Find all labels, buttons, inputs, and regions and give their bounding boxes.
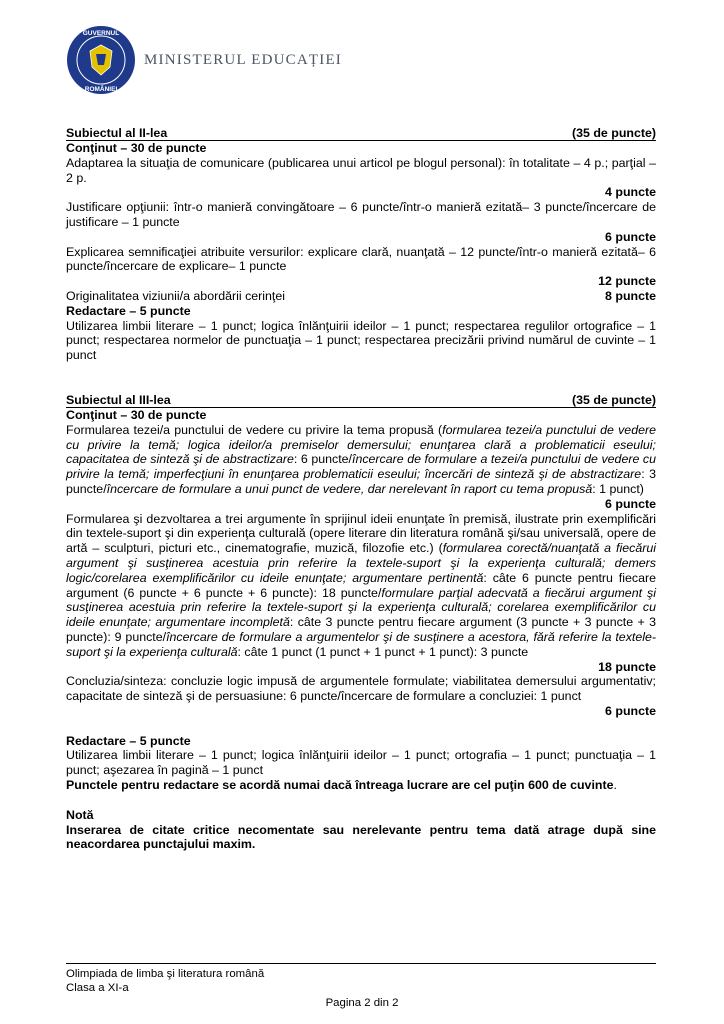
svg-text:GUVERNUL: GUVERNUL bbox=[82, 30, 120, 37]
page-footer bbox=[66, 963, 656, 995]
s3-teza-paragraph: Formularea tezei/a punctului de vedere cu privire la tema propusă (formularea tezei/a punctului de vedere cu privire la temă; logica ideilor/a premiselor demersului; enunţarea clară a problematicii eseului; capacitatea de sinteză şi de abstractizare: 6 puncte/încercare de formulare a tezei/a punctului de vedere cu privire la temă; imperfecţiuni în enunţarea problematicii eseului; încercări de sinteză şi de abstractizare: 3 puncte/încercare de formulare a unui punct de vedere, dar nerelevant în raport cu tema propusă: 1 punct) bbox=[66, 422, 656, 496]
footer-olympiad: Olimpiada de limba şi literatura română bbox=[66, 968, 265, 980]
s2-explicare-text: Explicarea semnificaţiei atribuite versurilor: explicare clară, nuanţată – 12 puncte/într-o manieră ezitată– 6 puncte/încercare de explicare– 1 puncte bbox=[66, 244, 656, 274]
s2-originalitate-text: Originalitatea viziunii/a abordării cerinţei bbox=[66, 288, 286, 303]
s2-redactare-text: Utilizarea limbii literare – 1 punct; logica înlănţuirii ideilor – 1 punct; respectarea regulilor ortografice – 1 punct; respectarea normelor de punctuaţia – 1 punct; respectarea precizării privind numărul de cuvinte – 1 punct bbox=[66, 318, 656, 363]
subject-2-redactare-heading: Redactare – 5 puncte bbox=[66, 303, 191, 318]
s2-originalitate-row bbox=[66, 289, 656, 304]
s3-concluzia-text: Concluzia/sinteza: concluzie logic impusă de argumentele formulate; viabilitatea demersului argumentativ; capacitate de sinteză şi de persuasiune: 6 puncte/încercare de formulare a concluziei: 1 punct bbox=[66, 674, 656, 704]
note-text: Inserarea de citate critice necomentate sau nerelevante pentru tema dată atrage după sine neacordarea punctajului maxim. bbox=[66, 822, 656, 852]
s3-word-count-note: Punctele pentru redactare se acordă numai dacă întreaga lucrare are cel puţin 600 de cuvinte. bbox=[66, 778, 617, 793]
s2-justificare-points: 6 puncte bbox=[605, 229, 656, 244]
subject-3-redactare-heading: Redactare – 5 puncte bbox=[66, 733, 191, 748]
s3-argumente-points: 18 puncte bbox=[598, 659, 656, 674]
subject-2-header bbox=[66, 126, 656, 141]
note-heading: Notă bbox=[66, 807, 94, 822]
ministry-name: MINISTERUL EDUCAȚIEI bbox=[144, 51, 343, 68]
s2-justificare-text: Justificare opţiunii: într-o manieră convingătoare – 6 puncte/într-o manieră ezitată– 3 puncte/încercare de justificare – 1 puncte bbox=[66, 200, 656, 229]
s3-argumente-paragraph: Formularea şi dezvoltarea a trei argumente în sprijinul ideii enunţate în premisă, ilustrate prin exemplificări din textele-suport şi din experienţa culturală (opere literare din literatura română şi/sau universală, opere de artă – sculpturi, picturi etc., cinematografie, muzică, filozofie etc.) (formularea corectă/nuanţată a fiecărui argument şi susţinerea acestuia prin referire la textele-suport şi la experienţa culturală; demers logic/corelarea exemplificărilor cu ideile enunţate; argumentare pertinentă: câte 6 puncte pentru fiecare argument (6 puncte + 6 puncte + 6 puncte): 18 puncte/formulare parţial adecvată a fiecărui argument şi susţinerea acestuia prin referire la textele-suport şi la experienţa culturală; corelarea exemplificărilor cu ideile enunţate; argumentare incompletă: câte 3 puncte pentru fiecare argument (3 puncte + 3 puncte + 3 puncte): 9 puncte/încercare de formulare a argumentelor şi de susţinere a acestora, fără referire la textele-suport şi la experienţa culturală: câte 1 punct (1 punct + 1 punct + 1 punct): 3 puncte bbox=[66, 511, 656, 659]
header bbox=[66, 25, 342, 95]
s2-adaptare-text: Adaptarea la situaţia de comunicare (publicarea unui articol pe blogul personal): în totalitate – 4 p.; parţial – 2 p. bbox=[66, 155, 656, 185]
subject-2-points: (35 de puncte) bbox=[572, 126, 656, 140]
subject-3-title: Subiectul al III-lea bbox=[66, 392, 171, 407]
subject-3-content-heading: Conţinut – 30 de puncte bbox=[66, 407, 207, 422]
s3-concluzia-points: 6 puncte bbox=[605, 703, 656, 718]
subject-3-header bbox=[66, 393, 656, 408]
page-number: Pagina 2 din 2 bbox=[325, 997, 399, 1009]
government-seal-icon bbox=[66, 25, 136, 95]
s3-redactare-text: Utilizarea limbii literare – 1 punct; logica înlănţuirii ideilor – 1 punct; ortografia – 1 punct; punctuaţia – 1 punct; aşezarea în pagină – 1 punct bbox=[66, 748, 656, 778]
s2-adaptare-points: 4 puncte bbox=[605, 185, 656, 200]
s2-explicare-points: 12 puncte bbox=[598, 274, 656, 289]
svg-text:ROMÂNIEI: ROMÂNIEI bbox=[84, 86, 118, 93]
subject-2-content-heading: Conţinut – 30 de puncte bbox=[66, 141, 207, 155]
subject-3-points: (35 de puncte) bbox=[572, 392, 656, 407]
document-body bbox=[66, 126, 656, 852]
subject-2-title: Subiectul al II-lea bbox=[66, 126, 168, 140]
s3-teza-points: 6 puncte bbox=[605, 496, 656, 511]
footer-class: Clasa a XI-a bbox=[66, 981, 129, 994]
s2-originalitate-points: 8 puncte bbox=[605, 288, 656, 303]
